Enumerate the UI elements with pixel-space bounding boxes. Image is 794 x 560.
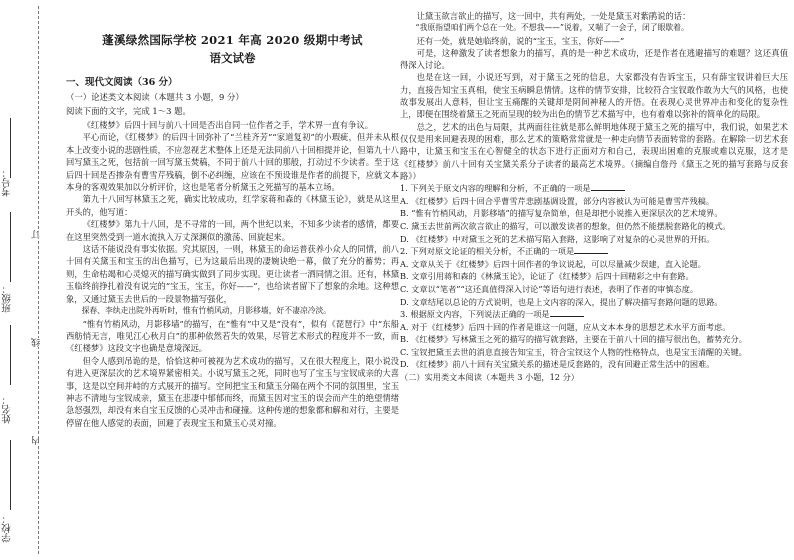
option-line: D. 《红楼梦》前八十回有关宝黛关系的描述是反套路的，没有回避正常生活中的困难。 [400,359,715,370]
question-text: 1. 下列关于原文内容的理解和分析，不正确的一项是 [400,183,591,194]
answer-blank[interactable] [591,182,625,191]
passage-paragraph: 让黛玉欲言欲止的描写，这一回中，共有两处，一处是黛玉对紫鹃说的话： [416,11,691,21]
exam-subtitle: 语文试卷 [209,51,256,65]
dashed-binding-line [38,6,39,554]
binding-strip [0,0,60,560]
left-column [66,14,399,429]
passage-paragraph: 总之，艺术的出色与局限，其两面往往就是那么鲜明地体现于黛玉之死的描写中，我们说，如果艺术仅仅是用来回避表现的困难，那么艺术的策略常常就是一种走向情节表面转常的套路。在解除一切艺术套路中，让黛玉和宝玉在心智健全的状态下进行正面对方和自己，表现出困难的克服或难以克服，这才是《红楼梦》前八十回有关宝黛关系分子读者的最高艺术境界。（摘编自詹丹《黛玉之死的描写套路与反套路》） [400,121,788,181]
passage-paragraph: 《红楼梦》后四十回与前八十回是否出自同一位作者之手，学术界一直有争议。 [82,120,373,130]
question-text: 3. 根据原文内容，下列说法正确的一项是 [400,309,550,320]
exam-title: 蓬溪绿然国际学校 2021 年高 2020 级期中考试 [102,33,363,47]
reading-instruction: 阅读下面的文字，完成 1～3 题。 [66,106,191,116]
option-line: D. 《红楼梦》中对黛玉之死的艺术描写陷入套路，这影响了对复杂的心灵世界的开拓。 [400,233,715,244]
question-stem [400,182,788,195]
option-line: C. 宝钗把黛玉去世的消息直接告知宝玉，符合宝钗这个人物的性格特点，也是宝玉清醒的关键。 [400,346,747,357]
option-line: B. 文章引用蒋和森的《林黛玉论》，论证了《红楼梦》后四十回精彩之中有套路。 [400,271,694,282]
class-underline [10,212,11,282]
option-line: B. 《红楼梦》写林黛玉之死的描写的描写就套路，主要在于前八十回的描写很出色，蓄势充分。 [400,334,747,345]
answer-blank[interactable] [550,308,584,317]
option-line: A. 对于《红楼梦》后四十回的作者是谁这一问题，应从文本本身的思想艺术水平方面考虑。 [400,321,731,332]
passage-quote: “我原指望咱们两个总在一处。不想我——”说着，又喘了一会子，闭了眼歇着。 [415,23,689,33]
school-label: 学校： [2,514,13,543]
question-text: 2. 下列对原文论证的相关分析，不正确的一项是 [400,246,575,257]
section-heading: 一、现代文阅读（36 分） [66,77,178,88]
option-line: A. 《红楼梦》后四十回合乎曹雪芹悲剧基调设置，部分内容被认为可能是曹雪芹残稿。 [400,195,715,206]
option-line: C. 文章以“笔者”“这还真值得深入讨论”等语句进行表述，表明了作者的审慎态度。 [400,283,699,294]
passage-paragraph: 平心而论，《红楼梦》的后四十回弥补了“兰桂齐芳”“家道复初”的小瑕疵，但并未从根本上改变小说的悲剧性质，不应忽视艺术整体上还是无法同前八十回相提并论，但第九十八回写黛玉之死，包括前一回写黛玉焚稿，不同于前八十回的那般，打动过不少读者。至于这后四十回是否掺杂有曹雪芹残稿，倒不必纠缠，应该在不预设谁是作者的前提下，应就文本本身的客观效果加以分析评价，这也是笔者分析黛玉之死描写的基本立场。 [66,132,399,193]
dash-char-nei: 内 [32,436,42,445]
question-stem [400,245,788,258]
option-line: C. 黛玉去世前两次欲言欲止的描写，可以激发读者的想象，但仍然不能摆脱套路化的模式。 [400,220,731,231]
dash-char-ding: 订 [32,230,42,239]
name-underline [10,325,11,385]
passage-paragraph: 也是在这一回，小说还写到，对于黛玉之死的信息，大家都没有告诉宝玉，只有薛宝钗讲着巨大压力，直接告知宝玉真相，使宝玉病瞬息情情。这样的情节安排，比较符合宝钗敢作敢为大气的风格，也使故事发展出人意料，但让宝玉痛醒的关键却是阴间神秘人的开悟。在表现心灵世界冲击和变化的复杂性上，即便在围绕着黛玉之死而呈现的较为出色的情节艺术描写中，也有着难以弥补的简单化的局限。 [400,72,788,120]
class-label: 班级： [2,284,13,313]
passage-paragraph: 第九十八回写林黛玉之死，确实比较成功，红学家蒋和森的《林黛玉论》，就是从这里开头的，他写道： [66,194,399,217]
option-line: D. 文章结尾以总论的方式说明，也是上文内容的深入，提出了解决描写套路问题的思路。 [400,296,723,307]
passage-paragraph: 这话不能说没有事实依据。究其原因，一则，林黛玉的命运普获养小众人的同情，前八十回有关黛玉和宝玉的出色描写，已为这最后出现的凄婉诀绝一幕，做了充分的蓄势；再则，生命枯竭和心灵熄灭的描写确实做到了同步实现。更让读者一洒同情之泪。还有，林黛玉临终前挣扎着没有说完的“宝玉，宝玉，你好——”，也给读者留下了想象的余地。这种想象，又通过黛玉去世后的一段景物描写强化， [66,244,399,304]
right-column [400,10,788,384]
option-line: B. “惟有竹梢风动，月影移墙”的描写复杂简单，但是却把小说推入更深层次的艺术境界。 [400,208,723,219]
name-label: 姓名： [2,395,13,424]
passage-paragraph: 还有一处，就是她临终前，说的“宝玉，宝玉，你好——” [416,35,625,46]
option-line: A. 文章从关于《红楼梦》后四十回作者的争议说起，可以尽量减少误建，直入论题。 [400,258,706,269]
subsection-heading: （二）实用类文本阅读（本题共 3 小题，12 分） [400,372,579,383]
dash-char-xian: 线 [32,338,42,347]
answer-blank[interactable] [574,245,608,254]
passage-paragraph: 但令人感到吊诡的是，恰恰这种可被视为艺术成功的描写，又在很大程度上，限小说没有进入更深层次的艺术境界紧密相关。小说写黛玉之死，同时也写了宝玉与宝钗成亲的大喜事，这是以空间并峙的方式展开的描写。空间把宝玉和黛玉分隔在两个不同的氛围里，宝玉神志不清地与宝钗成亲，黛玉在悲凄中郁郁而终，而黛玉因对宝玉的误会而产生的绝望情绪急怒强烈，却没有来自宝玉反馈的心灵冲击和碰撞。这种传递的想象都和解和对行，主要是停留在他人感觉的表面，回避了表现宝玉和黛玉心灵对撞。 [66,355,399,428]
passage-quote: 《红楼梦》第九十八回，是不寻常的一回，两个世纪以来，不知多少读者的感情，都要在这里突然受到一道水流执入万丈深渊似的激荡、回旋起来。 [66,219,399,242]
subsection-heading: （一）论述类文本阅读（本题共 3 小题，9 分） [66,92,244,102]
passage-quote: 探春、李纨走出院外再听时，惟有竹梢风动，月影移墙，好不凄凉冷淡。 [81,306,332,316]
exam-no-label: 考号： [2,168,13,197]
passage-paragraph: 可是，这种激发了读者想象力的描写，真的是一种艺术成功，还是作者在逃避描写的难题？这还真值得深入讨论。 [400,47,788,71]
passage-paragraph: “惟有竹梢风动，月影移墙”的描写，在“惟有”中又是“没有”，似有《琵琶行》中“东船西舫悄无言，唯见江心秋月白”的那种依然若失的效果，尽管艺术形式的程度并不一致，而《红楼梦》这段文字也确是意境深远。 [66,318,399,354]
school-underline [10,440,11,510]
question-stem [400,308,788,321]
